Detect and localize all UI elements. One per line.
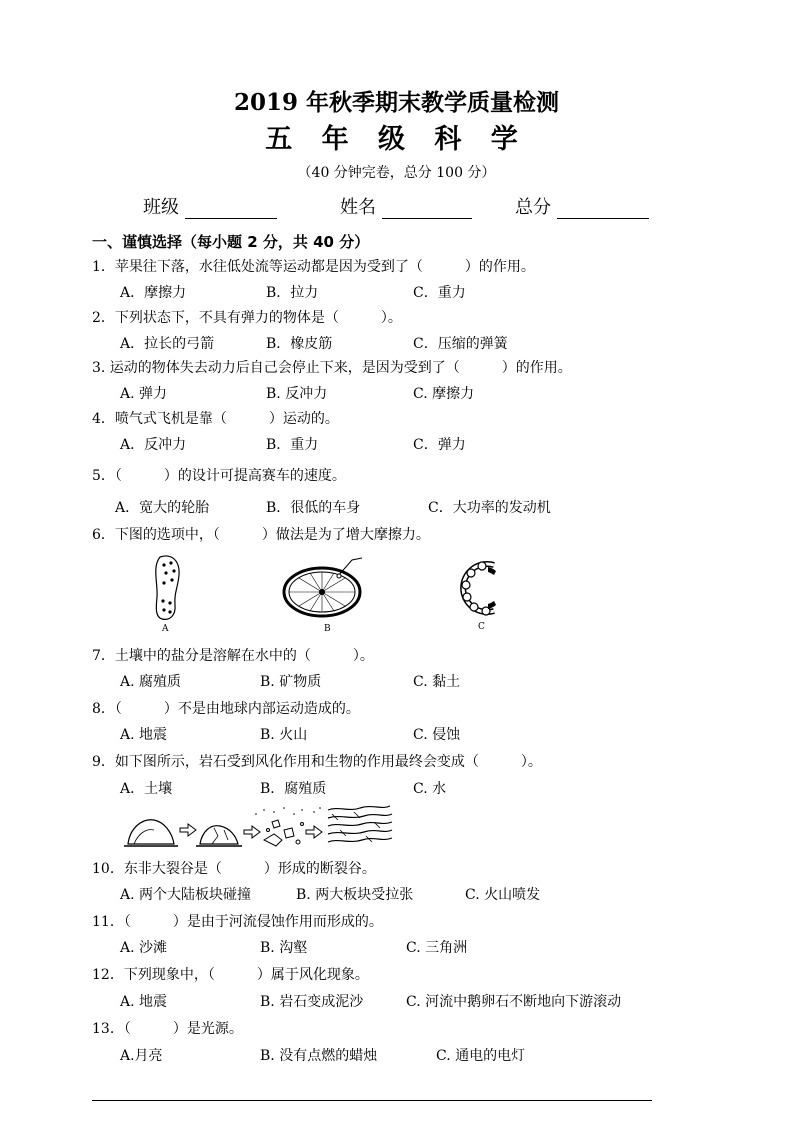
question-10: 10．东非大裂谷是（ ）形成的断裂谷。: [92, 861, 376, 877]
score-field: [515, 193, 649, 219]
q3-option-b[interactable]: B. 反冲力: [266, 386, 328, 402]
question-6: 6．下图的选项中，（ ）做法是为了增大摩擦力。: [92, 527, 430, 543]
rock-weathering-diagram: [124, 800, 394, 852]
cracked-rock-icon: [196, 826, 242, 846]
rock-icon: [124, 820, 178, 846]
q2-option-b[interactable]: B．橡皮筋: [266, 336, 333, 352]
figure6-label-a: A: [162, 624, 169, 634]
q11-option-b[interactable]: B. 沟壑: [260, 940, 308, 956]
q1-option-a[interactable]: A．摩擦力: [120, 285, 187, 301]
q8-option-c[interactable]: C. 侵蚀: [413, 727, 461, 743]
question-8: 8．（ ）不是由地球内部运动造成的。: [92, 701, 360, 717]
q12-option-a[interactable]: A. 地震: [120, 994, 168, 1010]
q5-option-b[interactable]: B．很低的车身: [266, 500, 361, 516]
exam-note: （40 分钟完卷，总分 100 分）: [297, 165, 496, 181]
name-label: 姓名: [340, 197, 376, 218]
question-11: 11．（ ）是由于河流侵蚀作用而形成的。: [92, 914, 383, 930]
rock-fragments-icon: [264, 820, 304, 846]
question-9: 9．如下图所示，岩石受到风化作用和生物的作用最终会变成（ ）。: [92, 754, 542, 770]
score-blank[interactable]: [557, 200, 649, 219]
question-7: 7．土壤中的盐分是溶解在水中的（ ）。: [92, 648, 374, 664]
figure6-label-c: C: [478, 622, 485, 632]
question-5: 5．（ ）的设计可提高赛车的速度。: [92, 468, 346, 484]
figure6-label-b: B: [324, 624, 331, 634]
q13-option-b[interactable]: B. 没有点燃的蜡烛: [260, 1048, 378, 1064]
q2-option-a[interactable]: A．拉长的弓箭: [120, 336, 215, 352]
arrow-icon: [244, 826, 260, 838]
q4-option-b[interactable]: B．重力: [266, 437, 319, 453]
class-blank[interactable]: [185, 200, 277, 219]
q3-option-a[interactable]: A. 弹力: [120, 386, 168, 402]
q1-option-c[interactable]: C．重力: [413, 285, 466, 301]
question-3: 3. 运动的物体失去动力后自己会停止下来，是因为受到了（ ）的作用。: [92, 360, 572, 376]
q13-option-a[interactable]: A.月亮: [120, 1048, 163, 1064]
shoe-sole-icon: [150, 553, 190, 623]
q4-option-a[interactable]: A．反冲力: [120, 437, 187, 453]
question-12: 12．下列现象中，（ ）属于风化现象。: [92, 967, 369, 983]
q2-option-c[interactable]: C．压缩的弹簧: [413, 336, 508, 352]
q7-option-b[interactable]: B. 矿物质: [260, 674, 322, 690]
q5-option-a[interactable]: A．宽大的轮胎: [115, 500, 210, 516]
q7-option-c[interactable]: C. 黏土: [413, 674, 461, 690]
q7-option-a[interactable]: A. 腐殖质: [120, 674, 182, 690]
arrow-icon: [180, 824, 196, 836]
q11-option-a[interactable]: A. 沙滩: [120, 940, 168, 956]
particle-dots: [255, 807, 321, 815]
q13-option-c[interactable]: C. 通电的电灯: [436, 1048, 526, 1064]
q10-option-a[interactable]: A. 两个大陆板块碰撞: [120, 887, 252, 903]
question-4: 4．喷气式飞机是靠（ ）运动的。: [92, 411, 339, 427]
q8-option-a[interactable]: A. 地震: [120, 727, 168, 743]
q8-option-b[interactable]: B. 火山: [260, 727, 308, 743]
footer-divider: [92, 1100, 652, 1101]
class-label: 班级: [143, 197, 179, 218]
exam-title: 2019 年秋季期末教学质量检测: [233, 89, 560, 116]
arrow-icon: [306, 826, 322, 838]
score-label: 总分: [515, 197, 551, 218]
question-1: 1．苹果往下落，水往低处流等运动都是因为受到了（ ）的作用。: [92, 259, 535, 275]
soil-icon: [328, 806, 392, 842]
q10-option-c[interactable]: C. 火山喷发: [465, 887, 541, 903]
q3-option-c[interactable]: C. 摩擦力: [413, 386, 475, 402]
q5-option-c[interactable]: C．大功率的发动机: [428, 500, 551, 516]
q11-option-c[interactable]: C. 三角洲: [406, 940, 468, 956]
name-field: [340, 193, 472, 219]
name-blank[interactable]: [382, 200, 472, 219]
question-13: 13．（ ）是光源。: [92, 1021, 243, 1037]
q9-option-a[interactable]: A．土壤: [120, 781, 173, 797]
exam-subtitle: 五 年 级 科 学: [265, 124, 528, 155]
section-heading: 一、谨慎选择（每小题 2 分，共 40 分）: [92, 233, 370, 251]
class-field: [143, 193, 277, 219]
question-2: 2．下列状态下，不具有弹力的物体是（ ）。: [92, 310, 402, 326]
q9-option-c[interactable]: C. 水: [413, 781, 447, 797]
bicycle-wheel-icon: [282, 556, 368, 622]
q4-option-c[interactable]: C．弹力: [413, 437, 466, 453]
q12-option-c[interactable]: C. 河流中鹅卵石不断地向下游滚动: [406, 994, 622, 1010]
q10-option-b[interactable]: B. 两大板块受拉张: [296, 887, 414, 903]
q9-option-b[interactable]: B．腐殖质: [260, 781, 327, 797]
q1-option-b[interactable]: B．拉力: [266, 285, 319, 301]
q12-option-b[interactable]: B. 岩石变成泥沙: [260, 994, 364, 1010]
ball-bearing-icon: [458, 557, 504, 619]
